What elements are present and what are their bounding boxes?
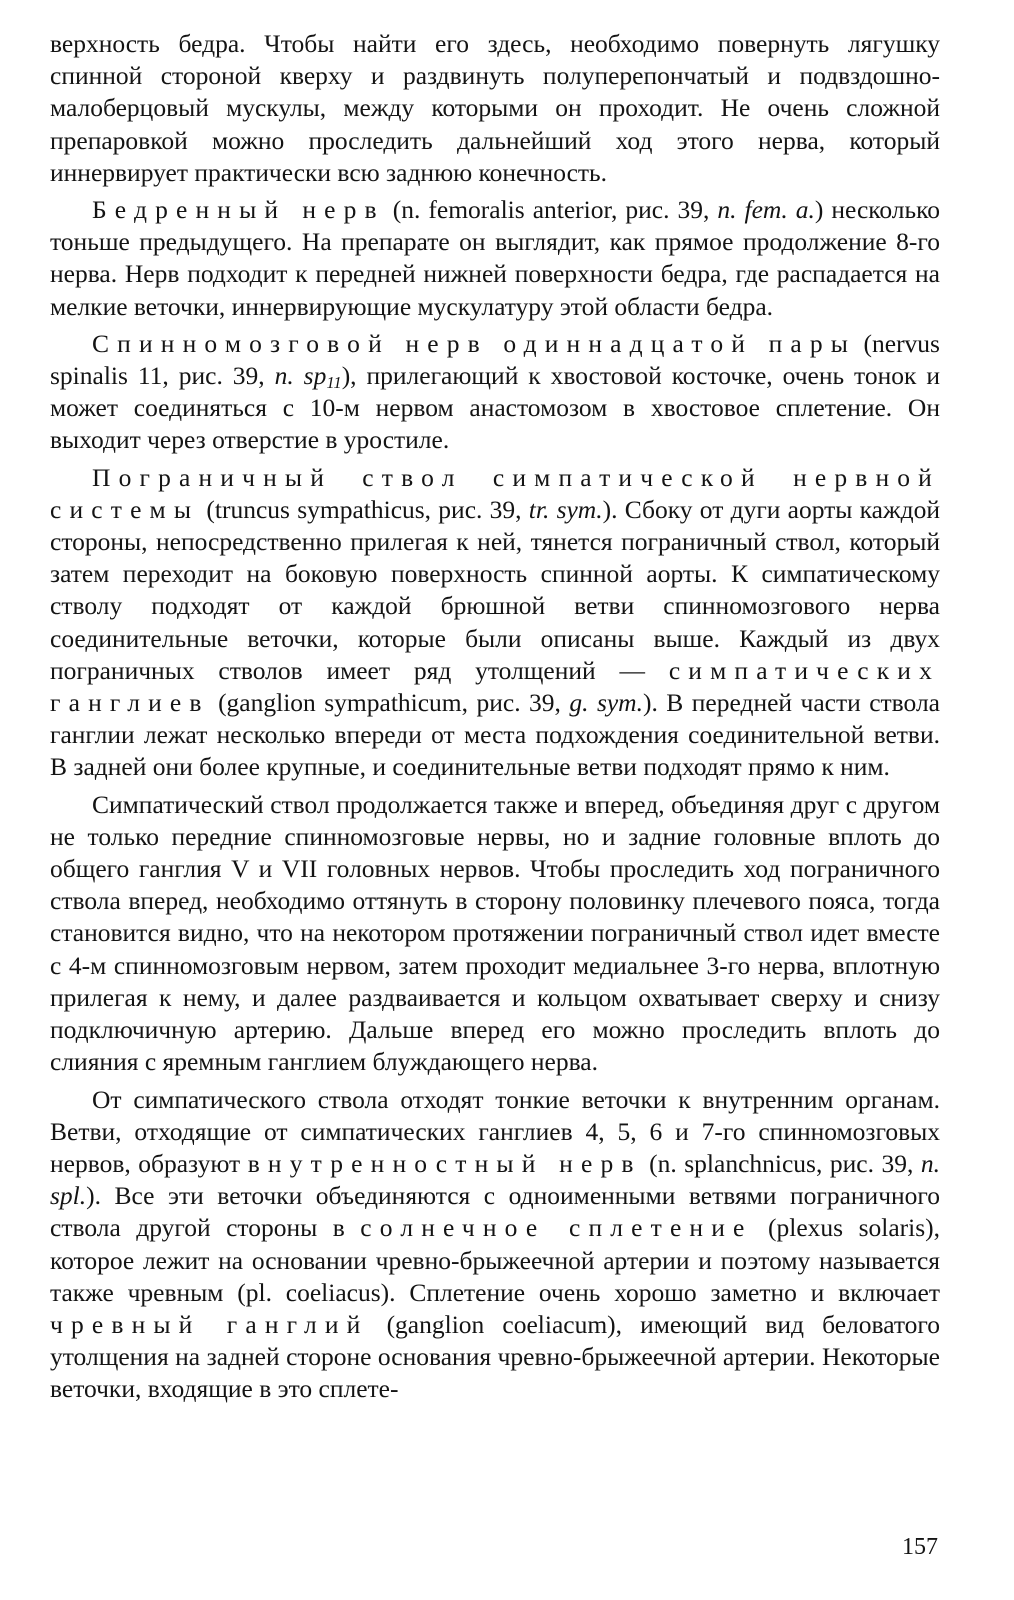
page-number: 157 — [902, 1534, 938, 1560]
text-segment: (plexus solaris), которое лежит на основании чревно-брыжеечной артерии и поэтому называется также чревным (pl. coeliacus). Сплетение очень хорошо заметно и включает — [50, 1213, 941, 1307]
term-spaced: Пограничный ствол симпатической нервной системы — [50, 462, 940, 524]
figure-label: n. fem. a. — [717, 195, 815, 225]
text-segment: (ganglion sympathicum, рис. 39, — [209, 688, 570, 718]
term-spaced: Спинномозговой нерв одиннадцатой пары — [92, 328, 857, 358]
text-segment: (n. splanchnicus, рис. 39, — [641, 1148, 921, 1178]
figure-label: tr. sym. — [528, 494, 603, 524]
text-segment: От симпатического ствола отходят тонкие веточки к внутренним органам. Ветви, отходящие от симпатических ганглиев 4, 5, 6 и 7-го спинномозговых нервов, образуют — [50, 1084, 940, 1178]
paragraph-3 — [50, 328, 940, 457]
paragraph-1 — [50, 28, 940, 189]
text-segment: (nervus spinalis 11, рис. 39, — [50, 328, 940, 391]
text-segment: ). В передней части ствола ганглии лежат несколько впереди от места подхождения соединительной ветви. В задней они более крупные, и соединительные ветви подходят прямо к ним. — [50, 688, 940, 782]
term-spaced: Бедренный нерв — [92, 195, 385, 225]
paragraph-4 — [50, 462, 940, 784]
text-segment: Симпатический ствол продолжается также и вперед, объединяя друг с другом не только передние спинномозговые нервы, но и задние головные вплоть до общего ганглия V и VII головных нервов. Чтобы проследить ход пограничного ствола вперед, необходимо оттянуть в сторону половинку плечевого пояса, тогда становится видно, что на некотором протяжении пограничный ствол идет вместе с 4-м спинномозговым нервом, затем проходит медиальнее 3-го нерва, вплотную прилегая к нему, и далее раздваивается и кольцом охватывает сверху и снизу подключичную артерию. Дальше вперед его можно проследить вплоть до слияния с яремным ганглием блуждающего нерва. — [50, 789, 940, 1077]
text-segment: ). Все эти веточки объединяются с одноименными ветвями пограничного ствола другой стороны в — [50, 1181, 940, 1243]
text-segment: (ganglion coeliacum), имеющий вид беловатого утолщения на задней стороне основания чревно-брыжеечной артерии. Некоторые веточки, входящие в это сплете- — [50, 1309, 940, 1404]
paragraph-5 — [50, 789, 940, 1079]
term-spaced: симпатических ганглиев — [50, 655, 940, 718]
page-body — [50, 28, 940, 1411]
figure-label: g. sym. — [569, 688, 643, 718]
figure-label: n. sp — [274, 361, 327, 391]
term-spaced: чревный ганглий — [50, 1309, 369, 1339]
term-spaced: внутренностный нерв — [247, 1148, 642, 1178]
text-segment: (truncus sympathicus, рис. 39, — [199, 494, 529, 524]
paragraph-2 — [50, 194, 940, 323]
text-segment: верхность бедра. Чтобы найти его здесь, необходимо повернуть лягушку спинной стороной кверху и раздвинуть полуперепончатый и подвздошно-малоберцовый мускулы, между которыми он проходит. Не очень сложной препаровкой можно проследить дальнейший ход этого нерва, который иннервирует практически всю заднюю конечность. — [50, 29, 940, 187]
text-segment: ). Сбоку от дуги аорты каждой стороны, непосредственно прилегая к ней, тянется пограничный ствол, который затем переходит на боковую поверхность спинной аорты. К симпатическому стволу подходят от каждой брюшной ветви спинномозгового нерва соединительные веточки, которые были описаны выше. Каждый из двух пограничных стволов имеет ряд утолщений — — [50, 494, 940, 685]
text-segment: ), прилегающий к хвостовой косточке, очень тонок и может соединяться с 10-м нервом анастомозом в хвостовое сплетение. Он выходит через отверстие в уростиле. — [50, 361, 940, 455]
figure-label-subscript: 11 — [326, 373, 342, 393]
text-segment: (n. femoralis anterior, рис. 39, — [384, 195, 718, 225]
figure-label: n. spl. — [50, 1148, 940, 1211]
text-segment: ) несколько тоньше предыдущего. На препарате он выглядит, как прямое продолжение 8-го нерва. Нерв подходит к передней нижней поверхности бедра, где распадается на мелкие веточки, иннервирующие мускулатуру этой области бедра. — [50, 195, 940, 321]
term-spaced: солнечное сплетение — [360, 1213, 753, 1243]
paragraph-6 — [50, 1084, 940, 1406]
